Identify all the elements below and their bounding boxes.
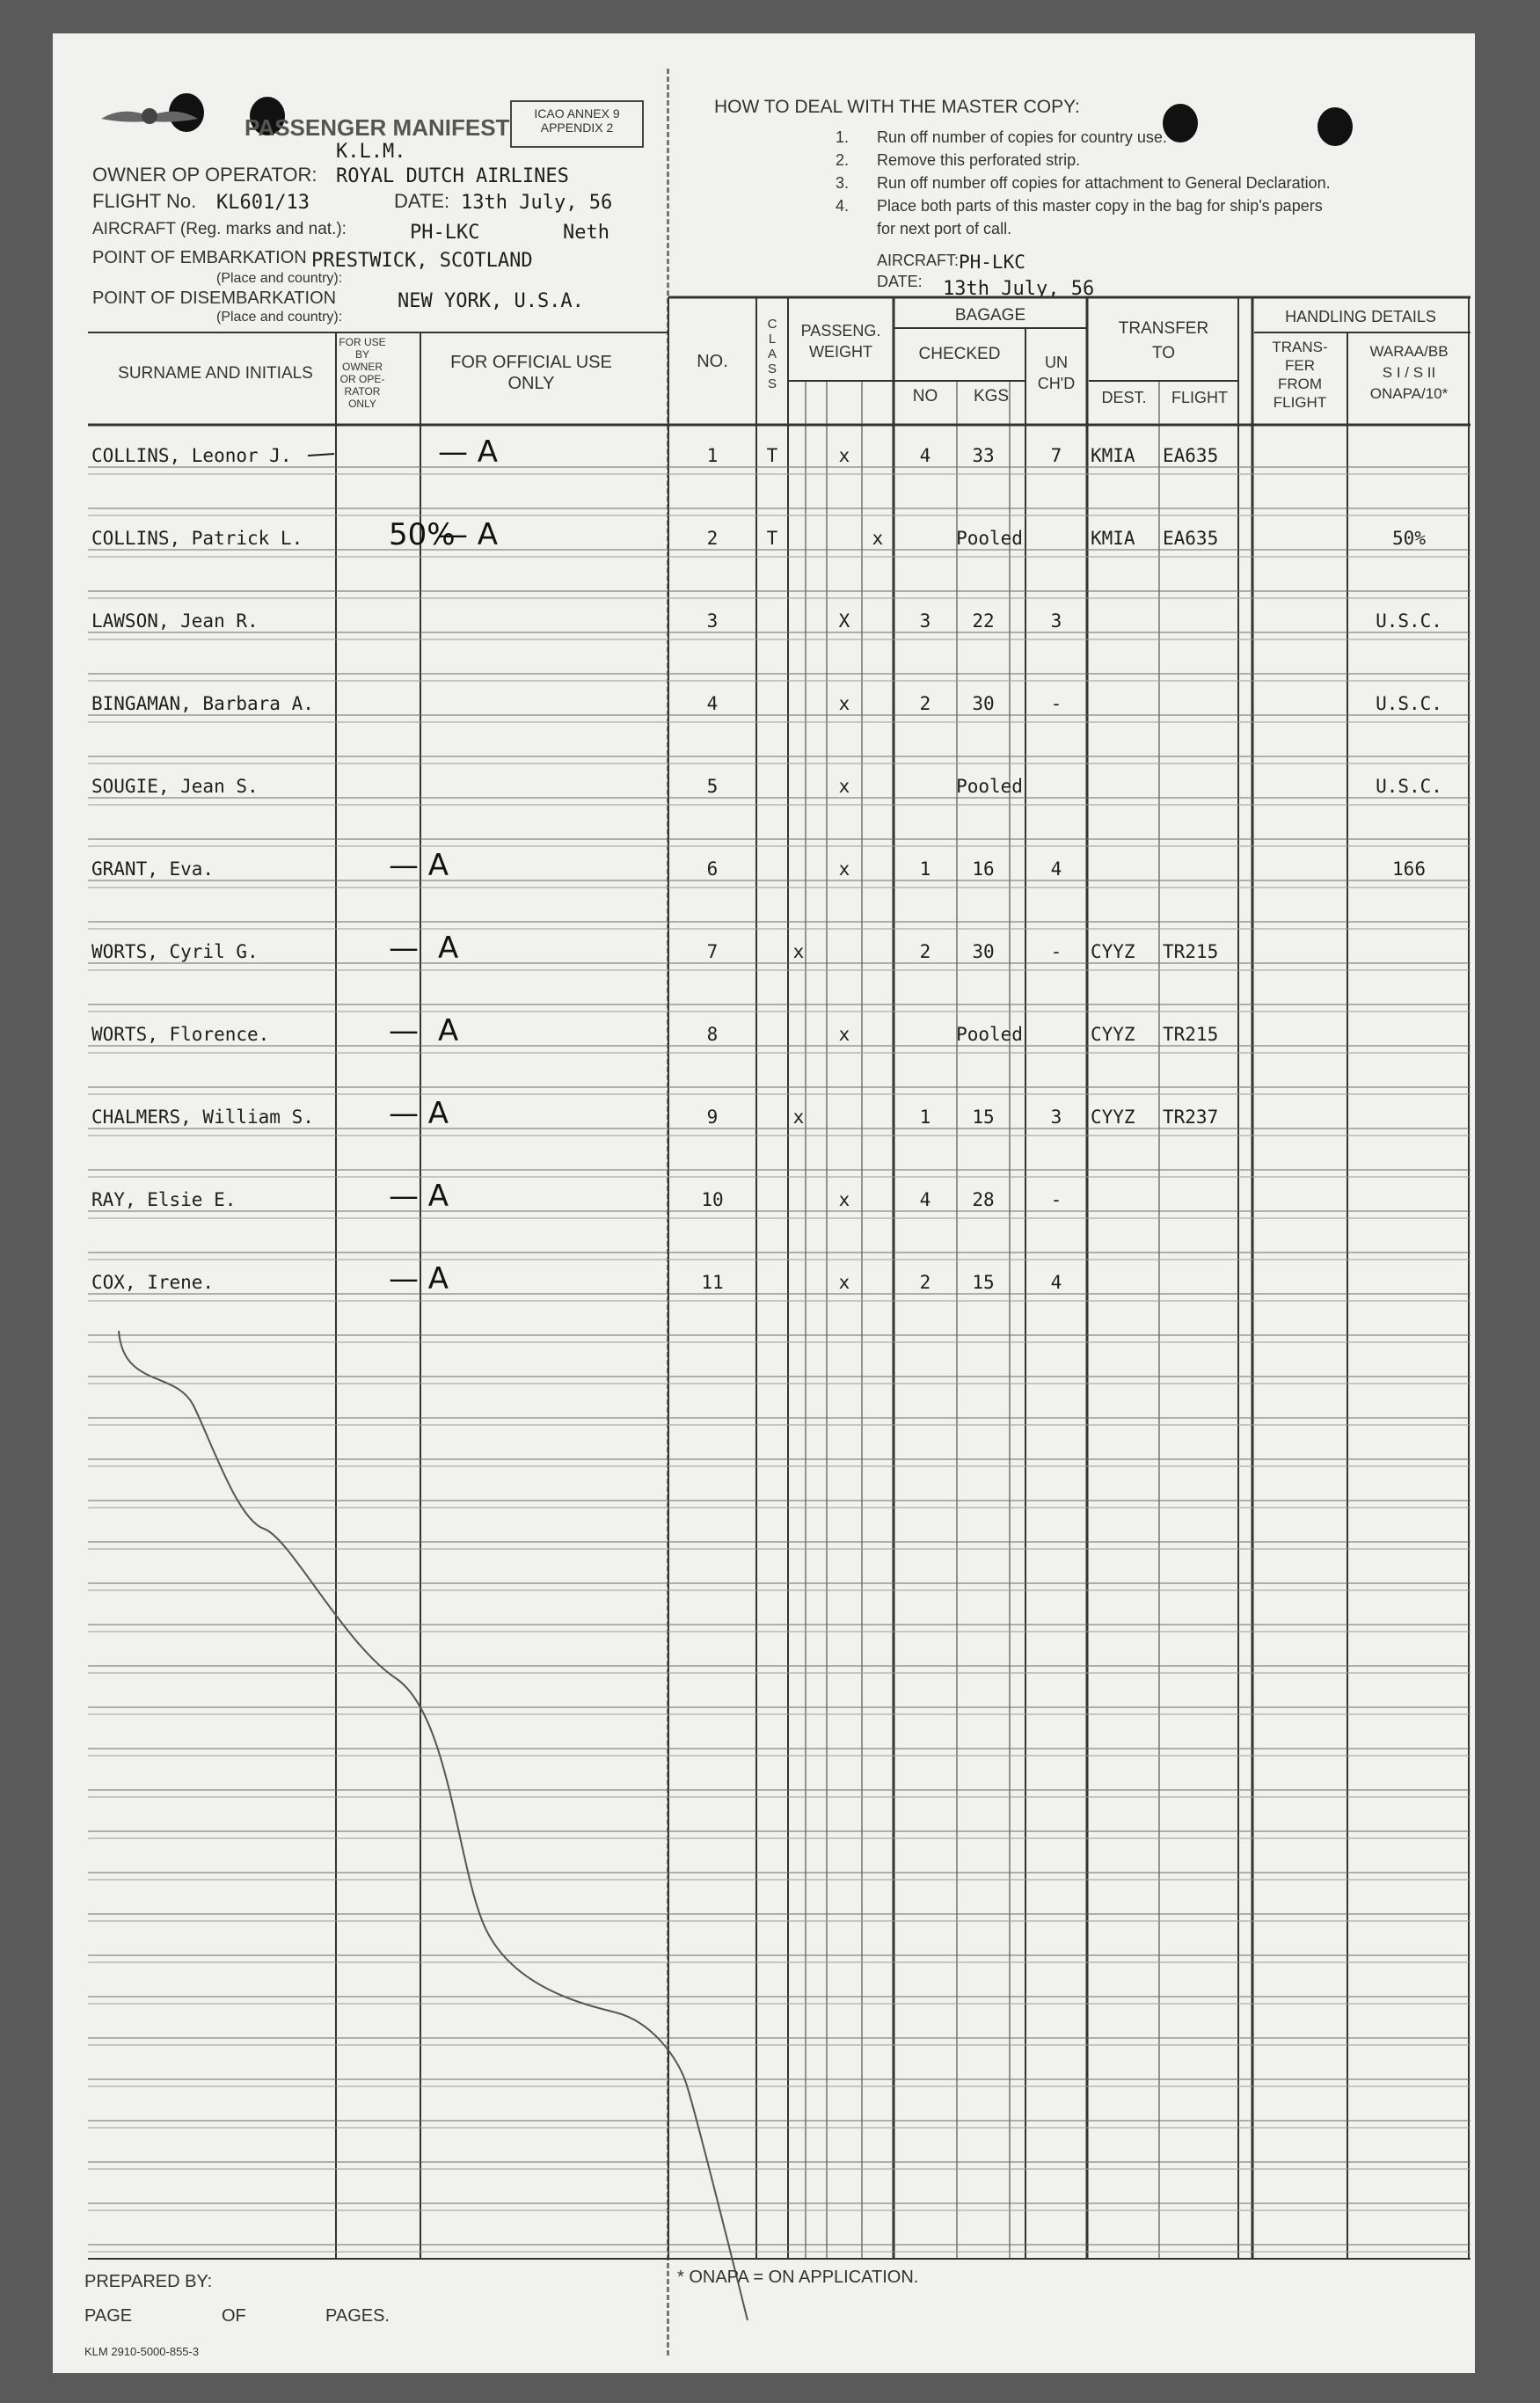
col-official-line: FOR OFFICIAL USE <box>450 353 612 372</box>
passenger-name: COLLINS, Leonor J. <box>91 445 292 466</box>
col-class-line: A <box>767 347 777 362</box>
col-class-line: S <box>767 362 777 376</box>
bag-pooled: Pooled <box>956 776 1023 797</box>
col-surname: SURNAME AND INITIALS <box>118 364 313 383</box>
weight-mark: X <box>838 610 850 632</box>
owner-value: ROYAL DUTCH AIRLINES <box>336 165 569 187</box>
col-owner-use-line: FOR USE <box>339 336 386 348</box>
bag-count: 2 <box>919 941 931 962</box>
bag-count: 4 <box>919 445 931 466</box>
passenger-name: LAWSON, Jean R. <box>91 610 259 632</box>
passenger-name: GRANT, Eva. <box>91 858 215 880</box>
col-class-line: S <box>767 376 777 391</box>
passenger-no: 2 <box>706 528 719 549</box>
icao-appendix: APPENDIX 2 <box>540 121 614 135</box>
of-label: OF <box>222 2306 246 2326</box>
col-handling: HANDLING DETAILS <box>1285 308 1436 325</box>
pages-label: PAGES. <box>325 2306 390 2326</box>
bag-kgs: 33 <box>972 445 995 466</box>
passenger-no: 1 <box>706 445 719 466</box>
transfer-dest: CYYZ <box>1091 1107 1135 1128</box>
bag-kgs: 15 <box>972 1107 995 1128</box>
bag-kgs: 28 <box>972 1189 995 1210</box>
weight-mark: x <box>838 858 850 880</box>
passenger-name: WORTS, Florence. <box>91 1024 270 1045</box>
bag-count: 1 <box>919 1107 931 1128</box>
weight-mark: x <box>838 693 850 714</box>
transfer-flight: EA635 <box>1163 445 1219 466</box>
col-trans-from-line: FROM <box>1277 376 1323 392</box>
disembark-value: NEW YORK, U.S.A. <box>398 290 584 312</box>
transfer-flight: TR215 <box>1163 1024 1219 1045</box>
col-trans-from-line: FER <box>1285 357 1315 374</box>
bag-count: 2 <box>919 1272 931 1293</box>
bag-kgs: 30 <box>972 693 995 714</box>
owner-mark: — A <box>389 848 449 883</box>
passenger-no: 5 <box>706 776 719 797</box>
transfer-dest: CYYZ <box>1091 1024 1135 1045</box>
owner-mark: — <box>389 931 419 966</box>
bag-count: 3 <box>919 610 931 632</box>
bag-unchecked: 4 <box>1050 1272 1062 1293</box>
instruction-number: 1. <box>836 128 850 146</box>
bag-pooled: Pooled <box>956 1024 1023 1045</box>
col-transfer-line: TRANSFER <box>1118 319 1209 338</box>
manifest-title: PASSENGER MANIFEST <box>245 114 510 141</box>
instruction-text: Run off number of copies for country use. <box>877 128 1167 146</box>
passenger-name: BINGAMAN, Barbara A. <box>91 693 314 714</box>
bag-unchecked: 3 <box>1050 1107 1062 1128</box>
transfer-dest: KMIA <box>1091 445 1135 466</box>
official-mark: A <box>438 1013 459 1048</box>
owner-mark: — A <box>389 1261 449 1296</box>
col-unchd-line: UN <box>1045 354 1068 371</box>
col-waraa-line: S I / S II <box>1382 364 1436 381</box>
instr-date-label: DATE: <box>877 273 923 290</box>
airline-short: K.L.M. <box>336 141 406 163</box>
bag-count: 2 <box>919 693 931 714</box>
manifest-sheet <box>53 33 1475 2373</box>
bag-unchecked: - <box>1050 693 1062 714</box>
bag-kgs: 22 <box>972 610 995 632</box>
transfer-dest: KMIA <box>1091 528 1135 549</box>
col-transfer-line: TO <box>1151 344 1176 362</box>
flight-value: KL601/13 <box>216 192 310 214</box>
owner-mark: — <box>389 1013 419 1048</box>
col-unchd-line: CH'D <box>1037 375 1076 392</box>
instruction-number: 3. <box>836 174 850 192</box>
passenger-no: 7 <box>706 941 719 962</box>
bag-count: 1 <box>919 858 931 880</box>
onapa-note: * ONAPA = ON APPLICATION. <box>677 2268 919 2287</box>
bag-unchecked: - <box>1050 941 1062 962</box>
passenger-no: 9 <box>706 1107 719 1128</box>
instructions-title: HOW TO DEAL WITH THE MASTER COPY: <box>714 97 1080 117</box>
form-number: KLM 2910-5000-855-3 <box>84 2345 200 2358</box>
official-mark: — A <box>438 435 499 470</box>
embark-sub: (Place and country): <box>216 271 343 286</box>
instr-aircraft-label: AIRCRAFT: <box>877 252 960 269</box>
handling-note: U.S.C. <box>1376 776 1442 797</box>
owner-mark: 50% <box>389 517 456 552</box>
weight-mark: x <box>838 1024 850 1045</box>
col-class-line: C <box>767 317 777 332</box>
col-no: NO. <box>697 352 728 371</box>
weight-mark: x <box>792 941 805 962</box>
col-owner-use-line: BY <box>354 348 369 361</box>
bag-unchecked: 3 <box>1050 610 1062 632</box>
handling-note: U.S.C. <box>1376 693 1442 714</box>
embark-label: POINT OF EMBARKATION <box>92 248 307 267</box>
passenger-name: CHALMERS, William S. <box>91 1107 314 1128</box>
handling-note: U.S.C. <box>1376 610 1442 632</box>
col-owner-use-line: ONLY <box>348 398 376 410</box>
instruction-text: Run off number off copies for attachment to General Declaration. <box>877 174 1331 192</box>
col-checked-kgs: KGS <box>973 387 1010 405</box>
bag-kgs: 30 <box>972 941 995 962</box>
instruction-4-cont: for next port of call. <box>877 220 1012 237</box>
transfer-flight: TR237 <box>1163 1107 1219 1128</box>
passenger-no: 3 <box>706 610 719 632</box>
bag-pooled: Pooled <box>956 528 1023 549</box>
owner-mark: — A <box>389 1096 449 1131</box>
date-label: DATE: <box>394 190 450 212</box>
passenger-name: WORTS, Cyril G. <box>91 941 259 962</box>
col-owner-use-line: OR OPE- <box>339 373 385 385</box>
col-waraa-line: ONAPA/10* <box>1369 385 1449 402</box>
aircraft-value: PH-LKC <box>410 222 480 244</box>
handling-note: 166 <box>1392 858 1426 880</box>
passenger-name: COX, Irene. <box>91 1272 215 1293</box>
aircraft-nat: Neth <box>563 222 609 244</box>
instruction-text: Remove this perforated strip. <box>877 151 1081 169</box>
icao-annex: ICAO ANNEX 9 <box>534 106 620 121</box>
official-mark: — A <box>438 517 499 552</box>
instr-date-value: 13th July, 56 <box>943 278 1095 300</box>
handling-note: 50% <box>1392 528 1426 549</box>
transfer-flight: EA635 <box>1163 528 1219 549</box>
instruction-number: 4. <box>836 197 850 215</box>
bag-unchecked: - <box>1050 1189 1062 1210</box>
aircraft-label: AIRCRAFT (Reg. marks and nat.): <box>92 220 347 238</box>
transfer-flight: TR215 <box>1163 941 1219 962</box>
passenger-class: T <box>766 528 778 549</box>
passenger-no: 6 <box>706 858 719 880</box>
col-passeng-line: WEIGHT <box>809 343 872 361</box>
instr-aircraft-value: PH-LKC <box>959 252 1025 273</box>
passenger-name: RAY, Elsie E. <box>91 1189 237 1210</box>
instruction-number: 2. <box>836 151 850 169</box>
col-flight: FLIGHT <box>1171 389 1228 406</box>
bag-kgs: 16 <box>972 858 995 880</box>
col-passeng-line: PASSENG. <box>800 322 881 340</box>
transfer-dest: CYYZ <box>1091 941 1135 962</box>
date-value: 13th July, 56 <box>461 192 613 214</box>
col-owner-use-line: OWNER <box>342 361 383 373</box>
weight-mark: x <box>838 445 850 466</box>
col-waraa-line: WARAA/BB <box>1369 343 1449 360</box>
col-trans-from-line: FLIGHT <box>1273 394 1327 411</box>
weight-mark: x <box>872 528 884 549</box>
col-checked: CHECKED <box>918 345 1001 363</box>
bag-unchecked: 7 <box>1050 445 1062 466</box>
owner-mark: — A <box>389 1179 449 1214</box>
prepared-by: PREPARED BY: <box>84 2272 213 2291</box>
passenger-no: 11 <box>701 1272 724 1293</box>
passenger-class: T <box>766 445 778 466</box>
pen-stroke <box>53 33 1475 2373</box>
passenger-no: 4 <box>706 693 719 714</box>
col-owner-use-line: RATOR <box>344 385 381 398</box>
col-dest: DEST. <box>1101 389 1147 406</box>
weight-mark: x <box>838 1272 850 1293</box>
col-class-line: L <box>768 332 777 347</box>
owner-label: OWNER OP OPERATOR: <box>92 164 317 186</box>
bag-kgs: 15 <box>972 1272 995 1293</box>
passenger-no: 10 <box>701 1189 724 1210</box>
col-official-line: ONLY <box>507 374 555 393</box>
weight-mark: x <box>792 1107 805 1128</box>
flight-label: FLIGHT No. <box>92 190 197 212</box>
official-mark: A <box>438 931 459 966</box>
weight-mark: x <box>838 776 850 797</box>
instruction-text: Place both parts of this master copy in the bag for ship's papers <box>877 197 1323 215</box>
disembark-sub: (Place and country): <box>216 310 343 325</box>
weight-mark: x <box>838 1189 850 1210</box>
disembark-label: POINT OF DISEMBARKATION <box>92 289 337 308</box>
passenger-no: 8 <box>706 1024 719 1045</box>
bag-unchecked: 4 <box>1050 858 1062 880</box>
bag-count: 4 <box>919 1189 931 1210</box>
embark-value: PRESTWICK, SCOTLAND <box>311 250 533 272</box>
passenger-name: COLLINS, Patrick L. <box>91 528 303 549</box>
col-checked-no: NO <box>912 387 938 405</box>
passenger-name: SOUGIE, Jean S. <box>91 776 259 797</box>
page-label: PAGE <box>84 2306 133 2326</box>
col-bagage: BAGAGE <box>954 306 1026 325</box>
col-trans-from-line: TRANS- <box>1272 339 1328 355</box>
